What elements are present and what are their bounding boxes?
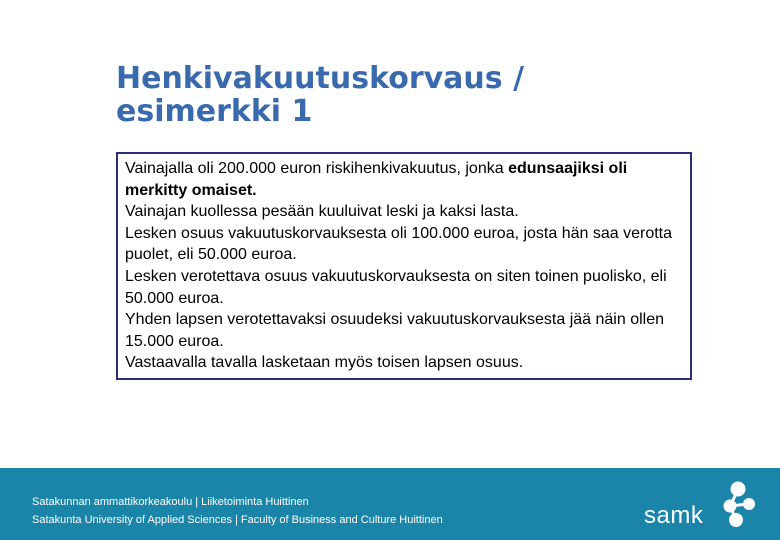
logo-wordmark: samk <box>644 502 704 529</box>
content-box <box>116 152 692 380</box>
paragraph-4: Lesken verotettava osuus vakuutuskorvauksesta on siten toinen puolisko, eli 50.000 euroa. <box>125 267 667 307</box>
paragraph-6: Vastaavalla tavalla lasketaan myös toisen lapsen osuus. <box>125 354 524 372</box>
paragraph-5: Yhden lapsen verotettavaksi osuudeksi vakuutuskorvauksesta jää näin ollen 15.000 euroa. <box>125 311 664 350</box>
paragraph-1-emphasis: edunsaajiksi oli merkitty omaiset. <box>125 160 628 199</box>
content-text <box>125 158 690 374</box>
title-line-2: esimerkki 1 <box>116 94 313 129</box>
paragraph-3: Lesken osuus vakuutuskorvauksesta oli 100.000 euroa, josta hän saa verotta puolet, eli 50.000 euroa. <box>125 224 673 264</box>
footer-institution-en: Satakunta University of Applied Sciences | Faculty of Business and Culture Huittinen <box>32 514 443 526</box>
footer-bar <box>0 468 780 540</box>
paragraph-2: Vainajan kuollessa pesään kuuluivat leski ja kaksi lasta. <box>125 203 519 221</box>
footer-institution-fi: Satakunnan ammattikorkeakoulu | Liiketoiminta Huittinen <box>32 496 309 508</box>
samk-logo <box>644 480 760 536</box>
paragraph-1-text: Vainajalla oli 200.000 euron riskihenkivakuutus, jonka <box>125 160 509 177</box>
samk-dots-logo-icon <box>708 480 760 528</box>
title-line-1: Henkivakuutuskorvaus / <box>116 61 525 96</box>
slide-title <box>116 62 716 128</box>
